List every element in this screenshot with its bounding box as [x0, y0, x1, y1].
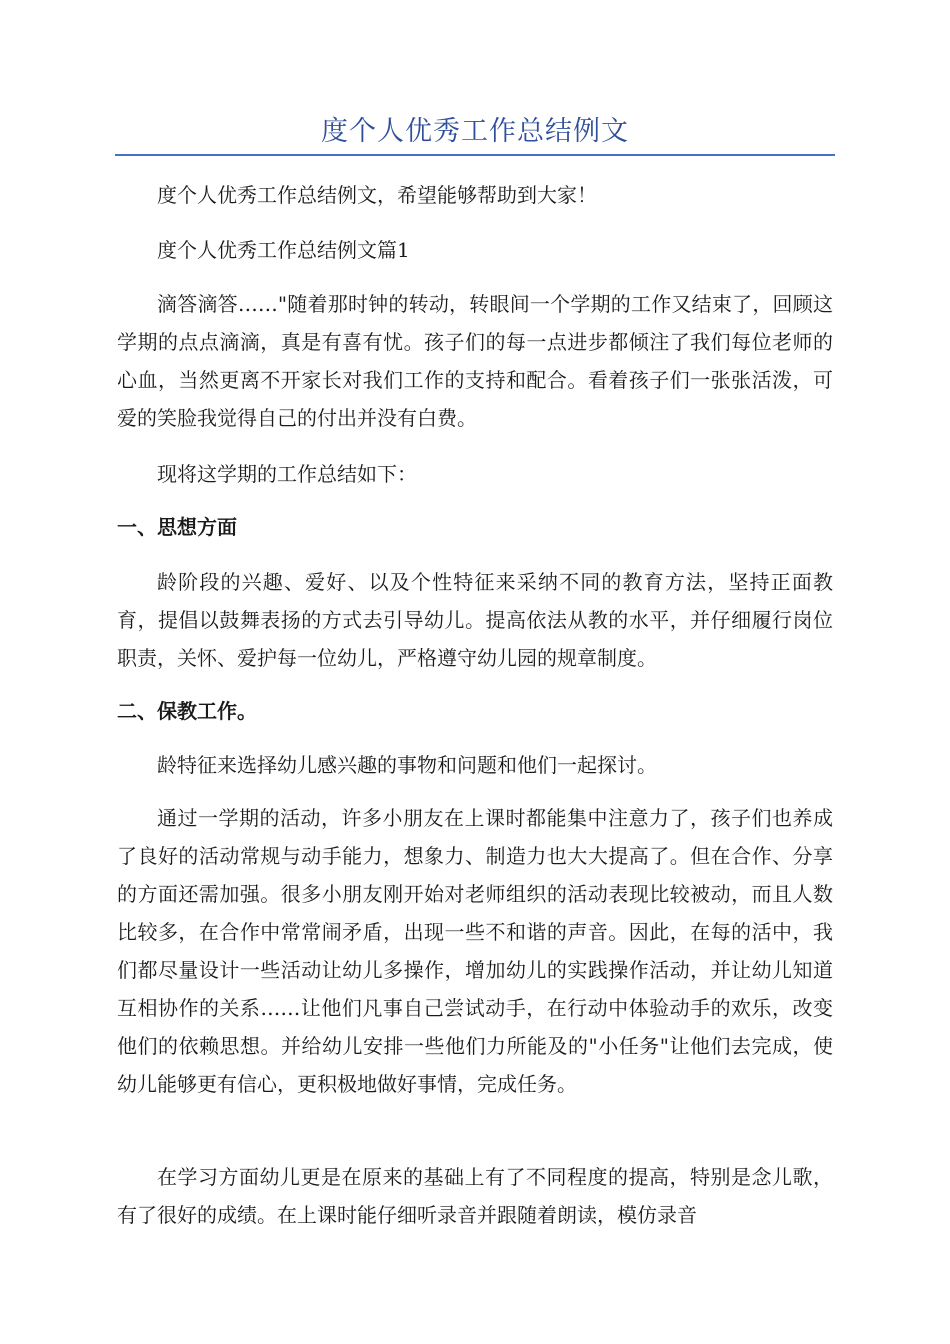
body-paragraph-5: 在学习方面幼儿更是在原来的基础上有了不同程度的提高，特别是念儿歌，有了很好的成绩。在上课时能仔细听录音并跟随着朗读，模仿录音	[117, 1165, 833, 1227]
heading-thought: 一、思想方面	[117, 515, 237, 539]
document-title: 度个人优秀工作总结例文	[321, 116, 629, 147]
body-paragraph-1: 滴答滴答……"随着那时钟的转动，转眼间一个学期的工作又结束了，回顾这学期的点点滴滴，真是有喜有忧。孩子们的每一点进步都倾注了我们每位老师的心血，当然更离不开家长对我们工作的支持和配合。看着孩子们一张张活泼，可爱的笑脸我觉得自己的付出并没有白费。	[117, 292, 833, 430]
body-paragraph-2: 龄阶段的兴趣、爱好、以及个性特征来采纳不同的教育方法，坚持正面教育，提倡以鼓舞表扬的方式去引导幼儿。提高依法从教的水平，并仔细履行岗位职责，关怀、爱护每一位幼儿，严格遵守幼儿园的规章制度。	[117, 570, 833, 670]
body-paragraph-4: 通过一学期的活动，许多小朋友在上课时都能集中注意力了，孩子们也养成了良好的活动常规与动手能力，想象力、制造力也大大提高了。但在合作、分享的方面还需加强。很多小朋友刚开始对老师组织的活动表现比较被动，而且人数比较多，在合作中常常闹矛盾，出现一些不和谐的声音。因此，在每的活中，我们都尽量设计一些活动让幼儿多操作，增加幼儿的实践操作活动，并让幼儿知道互相协作的关系……让他们凡事自己尝试动手，在行动中体验动手的欢乐，改变他们的依赖思想。并给幼儿安排一些他们力所能及的"小任务"让他们去完成，使幼儿能够更有信心，更积极地做好事情，完成任务。	[117, 806, 833, 1096]
body-paragraph-3: 龄特征来选择幼儿感兴趣的事物和问题和他们一起探讨。	[157, 753, 657, 777]
summary-lead: 现将这学期的工作总结如下：	[157, 462, 417, 486]
title-underline	[115, 154, 835, 156]
section-heading: 度个人优秀工作总结例文篇1	[157, 238, 410, 262]
intro-paragraph: 度个人优秀工作总结例文，希望能够帮助到大家！	[157, 183, 597, 207]
heading-care-education: 二、保教工作。	[117, 699, 257, 723]
